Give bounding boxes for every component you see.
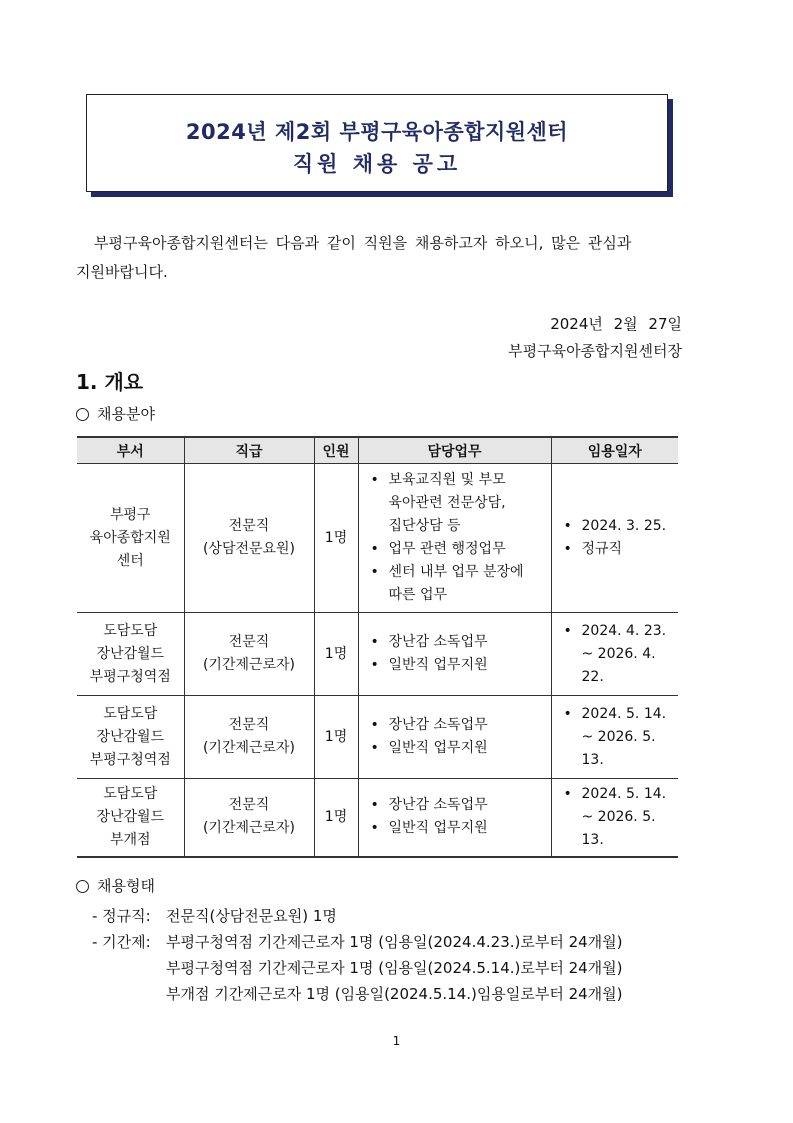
table-row [77,464,678,613]
intro-line1: 부평구육아종합지원센터는 다음과 같이 직원을 채용하고자 하오니, 많은 관심과 [94,234,632,252]
intro-line2: 지원바랍니다. [76,263,168,281]
subsection-employment-type [76,875,155,896]
duty-item: • 센터 내부 업무 분장에 따른 업무 [367,561,547,607]
organization-signature: 부평구육아종합지원센터장 [508,342,682,360]
dept-cell: 도담도담 장난감월드 부평구청역점 [77,613,184,696]
regular-text: 전문직(상담전문요원) 1명 [166,907,337,925]
table-row [77,696,678,779]
section-heading: 1. 개요 [76,370,144,394]
title-box [86,94,668,192]
appoint-end-date: ~ 2026. 4. 22. [581,645,656,685]
page-number: 1 [392,1034,401,1048]
rank-cell: 전문직 (기간제근로자) [184,696,314,779]
title-line1: 2024년 제2회 부평구육아종합지원센터 [185,120,569,144]
duties-cell [358,613,551,696]
count-cell: 1명 [314,464,358,613]
table-row [77,779,678,857]
employment-forms [92,903,623,1007]
appoint-date: • 2024. 5. 14. [560,703,675,726]
count-cell: 1명 [314,696,358,779]
appoint-cell [551,464,678,613]
duties-cell [358,779,551,857]
header-appoint-date: 임용일자 [551,437,678,464]
temp-row [92,955,623,981]
duty-item: • 일반직 업무지원 [367,737,547,760]
count-cell: 1명 [314,613,358,696]
count-cell: 1명 [314,779,358,857]
appoint-cell [551,696,678,779]
appoint-cell [551,613,678,696]
rank-cell: 전문직 (기간제근로자) [184,613,314,696]
circle-bullet-icon [76,880,89,893]
announcement-date: 2024년 2월 27일 [550,315,682,333]
subsection-recruit-field [76,403,155,424]
appoint-end-date: ~ 2026. 5. 13. [581,808,656,848]
subsection-label: 채용분야 [97,405,155,423]
duty-item: • 업무 관련 행정업무 [367,538,547,561]
appoint-date: • 2024. 5. 14. [560,783,675,806]
duties-cell [358,464,551,613]
employment-type: • 정규직 [560,538,675,561]
duty-item: • 장난감 소독업무 [367,714,547,737]
duty-item: • 일반직 업무지원 [367,654,547,677]
duty-item: • 일반직 업무지원 [367,817,547,840]
temp-row [92,981,623,1007]
temp-label: - 기간제: [92,933,151,951]
appoint-cell [551,779,678,857]
temp-line: 부평구청역점 기간제근로자 1명 (임용일(2024.4.23.)로부터 24개월) [166,933,623,951]
regular-label: - 정규직: [92,907,151,925]
duty-item: • 보육교직원 및 부모 육아관련 전문상담, 집단상담 등 [367,469,547,538]
duties-cell [358,696,551,779]
dept-cell: 도담도담 장난감월드 부평구청역점 [77,696,184,779]
dept-cell: 도담도담 장난감월드 부개점 [77,779,184,857]
duty-item: • 장난감 소독업무 [367,794,547,817]
rank-cell: 전문직 (상담전문요원) [184,464,314,613]
temp-line: 부개점 기간제근로자 1명 (임용일(2024.5.14.)임용일로부터 24개월) [166,985,623,1003]
title-line2: 직원 채용 공고 [292,152,462,176]
recruitment-table [77,436,678,858]
rank-cell: 전문직 (기간제근로자) [184,779,314,857]
header-dept: 부서 [77,437,184,464]
appoint-date: • 2024. 3. 25. [560,515,675,538]
header-duties: 담당업무 [358,437,551,464]
circle-bullet-icon [76,408,89,421]
header-rank: 직급 [184,437,314,464]
temp-row [92,929,623,955]
temp-line: 부평구청역점 기간제근로자 1명 (임용일(2024.5.14.)로부터 24개월) [166,959,623,977]
table-header-row [77,437,678,464]
header-count: 인원 [314,437,358,464]
duty-item: • 장난감 소독업무 [367,631,547,654]
appoint-end-date: ~ 2026. 5. 13. [581,728,656,768]
appoint-date: • 2024. 4. 23. [560,620,675,643]
subsection-label: 채용형태 [97,877,155,895]
regular-row [92,903,623,929]
dept-cell: 부평구 육아종합지원 센터 [77,464,184,613]
table-row [77,613,678,696]
